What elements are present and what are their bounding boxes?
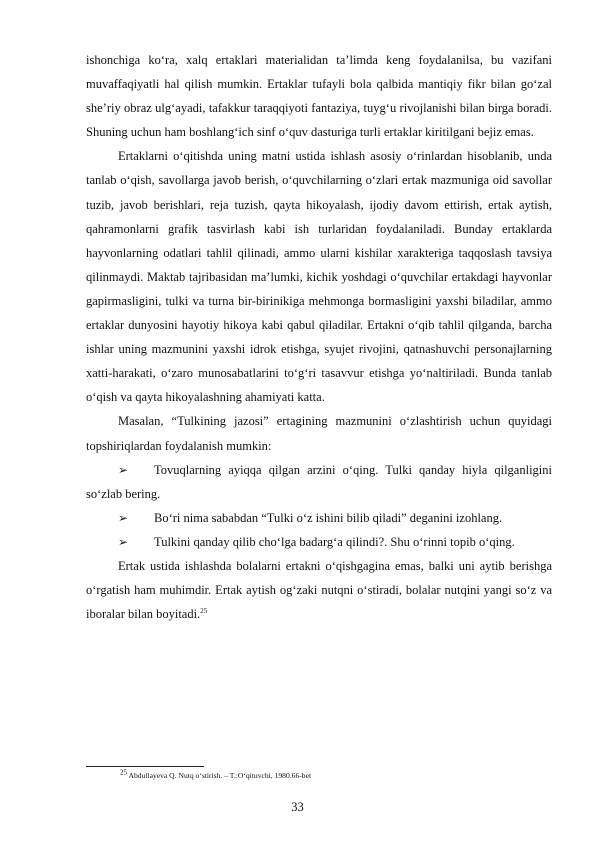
- bullet-item-1: [86, 458, 552, 506]
- bullet-item-2: [86, 506, 552, 530]
- body-text: [86, 48, 552, 626]
- footnote-text: Abdullayeva Q. Nutq o‘stirish. – T.:O‘qituvchi, 1980.66-bet: [127, 771, 312, 780]
- footnote: [120, 768, 312, 781]
- bullet-item-3: [86, 530, 552, 554]
- bullet-text: Tovuqlarning ayiqqa qilgan arzini o‘qing. Tulki qanday hiyla qilganligini so‘zlab bering.: [86, 462, 552, 501]
- arrow-bullet-icon: ➢: [118, 510, 129, 525]
- bullet-text: Tulkini qanday qilib cho‘lga badarg‘a qilindi?. Shu o‘rinni topib o‘qing.: [154, 534, 515, 549]
- arrow-bullet-icon: ➢: [118, 534, 129, 549]
- closing-text: Ertak ustida ishlashda bolalarni ertakni o‘qishgagina emas, balki uni aytib berishga o‘rgatish ham muhimdir. Ertak aytish og‘zaki nutqni o‘stiradi, bolalar nutqini yangi so‘z va iboralar bilan boyitadi.: [86, 558, 552, 622]
- bullet-text: Bo‘ri nima sababdan “Tulki o‘z ishini bilib qiladi” deganini izohlang.: [154, 510, 503, 525]
- paragraph-continuation: ishonchiga ko‘ra, xalq ertaklari materialidan ta’limda keng foydalanilsa, bu vazifani muvaffaqiyatli hal qilish mumkin. Ertaklar tufayli bola qalbida mantiqiy fikr bilan go‘zal she’riy obraz ulg‘ayadi, tafakkur taraqqiyoti fantaziya, tuyg‘u rivojlanishi bilan birga boradi. Shuning uchun ham boshlang‘ich sinf o‘quv dasturiga turli ertaklar kiritilgani bejiz emas.: [86, 53, 552, 140]
- footnote-separator: [86, 766, 204, 767]
- footnote-reference[interactable]: 25: [200, 607, 208, 615]
- paragraph-masalan: Masalan, “Tulkining jazosi” ertagining mazmunini o‘zlashtirish uchun quyidagi topshiriqlardan foydalanish mumkin:: [86, 414, 552, 453]
- footnote-number: 25: [120, 768, 127, 777]
- paragraph-ertaklarni-oqitish: Ertaklarni o‘qitishda uning matni ustida ishlash asosiy o‘rinlardan hisoblanib, unda tanlab o‘qish, savollarga javob berish, o‘quvchilarning o‘zlari ertak mazmuniga oid savollar tuzib, javob berishlari, reja tuzish, qayta hikoyalash, ijodiy davom ettirish, ertak aytish, qahramonlarni grafik tasvirlash kabi ish turlaridan foydalaniladi. Bunday ertaklarda hayvonlarning odatlari tahlil qilinadi, ammo ularni kishilar xarakteriga taqqoslash tavsiya qilinmaydi. Maktab tajribasidan ma’lumki, kichik yoshdagi o‘quvchilar ertakdagi hayvonlar gapirmasligini, tulki va turna bir-birinikiga mehmonga bormasligini yaxshi biladilar, ammo ertaklar dunyosini hayotiy hikoya kabi qabul qiladilar. Ertakni o‘qib tahlil qilganda, barcha ishlar uning mazmunini yaxshi idrok etishga, syujet rivojini, qatnashuvchi personajlarning xatti-harakati, o‘zaro munosabatlarini to‘g‘ri tasavvur etishga yo‘naltiriladi. Bunda tanlab o‘qish va qayta hikoyalashning ahamiyati katta.: [86, 149, 552, 405]
- arrow-bullet-icon: ➢: [118, 462, 129, 477]
- paragraph-closing: [86, 554, 552, 626]
- page-number: 33: [291, 800, 304, 814]
